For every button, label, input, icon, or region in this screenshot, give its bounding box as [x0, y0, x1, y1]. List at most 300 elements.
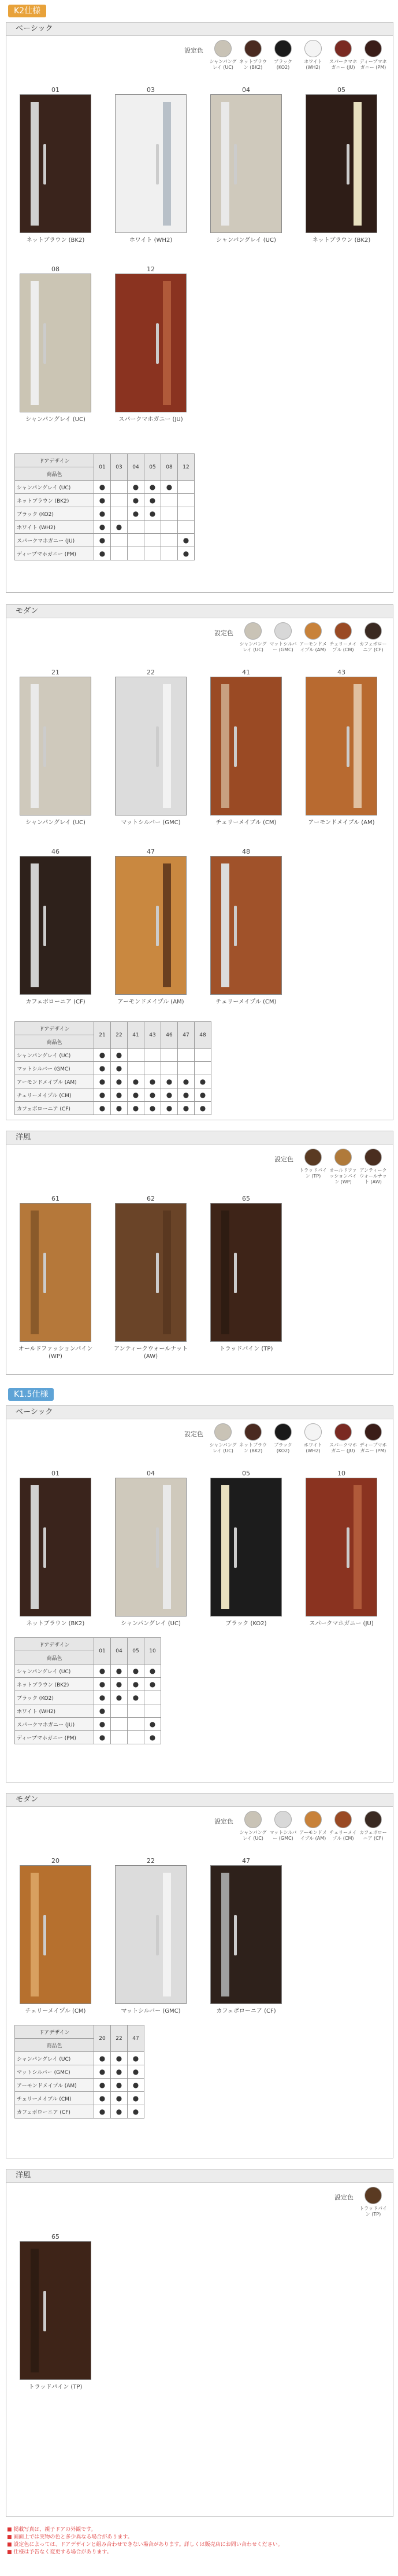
door-item[interactable]	[203, 1195, 289, 1353]
door-glass-strip	[31, 1485, 39, 1609]
matrix-row	[15, 1731, 161, 1744]
availability-mark: ●	[94, 534, 111, 547]
availability-table	[14, 1021, 211, 1115]
swatch-name: トラッドパイン (TP)	[359, 2206, 387, 2217]
design-col: 20	[94, 2025, 111, 2052]
availability-mark: ●	[94, 1731, 111, 1744]
swatch-chip	[274, 40, 292, 57]
swatch-label: 設定色	[334, 2194, 354, 2201]
swatch-name: ホワイト (WH2)	[304, 59, 322, 70]
door-color-name: マットシルバー (GMC)	[121, 2008, 181, 2014]
door-handle	[347, 726, 349, 767]
availability-mark: ●	[94, 1102, 111, 1115]
matrix-row	[15, 2092, 144, 2105]
color-swatch[interactable]	[298, 1149, 328, 1179]
availability-mark: ●	[111, 2065, 128, 2079]
availability-mark: ●	[161, 481, 178, 494]
design-col: 22	[111, 2025, 128, 2052]
availability-mark: ●	[94, 2065, 111, 2079]
design-col: 01	[94, 454, 111, 481]
availability-mark: ●	[111, 1075, 128, 1088]
door-glass-strip	[31, 1873, 39, 1996]
door-glass-strip	[163, 281, 171, 405]
door-glass-strip	[221, 102, 229, 226]
swatch-chip	[244, 622, 262, 640]
availability-mark	[178, 1049, 195, 1062]
door-glass-strip	[31, 2249, 39, 2372]
door-glass-strip	[221, 1211, 229, 1334]
swatch-chip	[334, 1149, 352, 1166]
swatch-name: スパークマホガニー (JU)	[329, 1442, 357, 1453]
availability-mark: ●	[111, 1665, 128, 1678]
availability-table	[14, 453, 195, 560]
swatch-name: アーモンドメイプル (AM)	[299, 1830, 327, 1841]
design-col: 04	[111, 1638, 128, 1665]
swatch-name: カフェボローニア (CF)	[359, 641, 387, 652]
design-col: 47	[178, 1022, 195, 1049]
color-label: ホワイト (WH2)	[15, 521, 94, 534]
availability-mark	[128, 1731, 144, 1744]
color-label: スパークマホガニー (JU)	[15, 1718, 94, 1731]
door-handle	[43, 726, 46, 767]
door-handle	[156, 726, 159, 767]
panel-k15-modern	[6, 1793, 393, 2158]
door-handle	[347, 1527, 349, 1568]
availability-mark	[128, 1062, 144, 1075]
door-item[interactable]	[203, 848, 289, 1006]
swatch-name: チェリーメイプル (CM)	[329, 641, 357, 652]
matrix-row	[15, 1718, 161, 1731]
color-label: ネットブラウン (BK2)	[15, 494, 94, 507]
panel-k2-basic	[6, 22, 393, 593]
matrix-row	[15, 494, 195, 507]
availability-mark	[144, 1062, 161, 1075]
color-swatch[interactable]	[298, 622, 328, 653]
door-image	[115, 274, 187, 412]
door-item[interactable]	[298, 669, 385, 826]
door-color-name: アーモンドメイプル (AM)	[308, 820, 375, 826]
availability-mark: ●	[128, 1678, 144, 1691]
panel-title: モダン	[6, 605, 393, 618]
door-item[interactable]	[203, 669, 289, 826]
door-item[interactable]	[107, 848, 194, 1006]
door-number: 08	[51, 265, 59, 273]
door-color-name: シャンパングレイ (UC)	[216, 237, 276, 243]
availability-mark: ●	[128, 1088, 144, 1102]
door-item[interactable]	[107, 669, 194, 826]
door-number: 47	[242, 1857, 250, 1865]
door-color-name: チェリーメイプル (CM)	[215, 999, 277, 1005]
color-swatch[interactable]	[208, 1423, 238, 1454]
header-design: ドアデザイン	[15, 1638, 94, 1651]
color-swatch[interactable]	[358, 1811, 388, 1841]
color-swatch[interactable]	[268, 40, 298, 71]
color-swatch[interactable]	[328, 40, 358, 71]
availability-mark	[144, 1049, 161, 1062]
color-label: ネットブラウン (BK2)	[15, 1678, 94, 1691]
availability-mark: ●	[128, 2105, 144, 2119]
availability-mark: ●	[94, 1678, 111, 1691]
door-image	[210, 677, 282, 815]
door-glass-strip	[354, 102, 362, 226]
door-number: 46	[51, 848, 59, 855]
door-item[interactable]	[203, 1857, 289, 2015]
availability-mark: ●	[178, 1088, 195, 1102]
door-image	[210, 1478, 282, 1617]
header-design: ドアデザイン	[15, 454, 94, 467]
note-line: ■ 画面上では実物の色と多少異なる場合があります。	[7, 2534, 133, 2540]
door-handle	[156, 1527, 159, 1568]
availability-mark: ●	[128, 1102, 144, 1115]
matrix-row	[15, 2052, 144, 2065]
color-swatch[interactable]	[328, 622, 358, 653]
availability-mark: ●	[144, 1088, 161, 1102]
door-item[interactable]	[107, 1470, 194, 1627]
door-item[interactable]	[12, 848, 99, 1006]
door-handle	[234, 144, 237, 184]
door-handle	[156, 906, 159, 946]
swatch-chip	[274, 1811, 292, 1828]
door-handle	[43, 2291, 46, 2331]
swatch-chip	[364, 1149, 382, 1166]
door-item[interactable]	[12, 86, 99, 244]
door-item[interactable]	[203, 1470, 289, 1627]
availability-mark: ●	[94, 547, 111, 560]
door-item[interactable]	[107, 86, 194, 244]
availability-mark	[128, 521, 144, 534]
availability-mark: ●	[94, 1075, 111, 1088]
swatch-chip	[364, 1423, 382, 1441]
availability-mark	[144, 1704, 161, 1718]
color-swatch[interactable]	[358, 1149, 388, 1185]
door-number: 03	[147, 86, 155, 94]
color-swatch[interactable]	[358, 1423, 388, 1454]
matrix-row	[15, 1062, 211, 1075]
door-number: 10	[337, 1470, 345, 1477]
swatch-name: ディープマホガニー (PM)	[359, 59, 387, 70]
door-handle	[156, 323, 159, 364]
door-color-name: ブラック (KO2)	[225, 1621, 267, 1627]
door-glass-strip	[221, 684, 229, 808]
door-glass-strip	[354, 1485, 362, 1609]
availability-mark: ●	[94, 1665, 111, 1678]
availability-mark: ●	[128, 2092, 144, 2105]
matrix-row	[15, 1102, 211, 1115]
availability-mark: ●	[94, 1049, 111, 1062]
color-swatch[interactable]	[358, 40, 388, 71]
availability-mark	[128, 1718, 144, 1731]
door-item[interactable]	[12, 2233, 99, 2391]
swatch-chip	[214, 1423, 232, 1441]
availability-mark	[161, 1062, 178, 1075]
availability-mark	[128, 1049, 144, 1062]
availability-mark: ●	[144, 1075, 161, 1088]
swatch-row	[184, 1423, 388, 1454]
matrix-row	[15, 1704, 161, 1718]
color-label: チェリーメイプル (CM)	[15, 1088, 94, 1102]
matrix-row	[15, 1691, 161, 1704]
color-swatch[interactable]	[298, 1811, 328, 1841]
door-item[interactable]	[298, 86, 385, 244]
swatch-label: 設定色	[214, 1818, 233, 1825]
availability-mark	[178, 494, 195, 507]
door-color-name: ネットブラウン (BK2)	[312, 237, 371, 243]
availability-mark: ●	[195, 1102, 211, 1115]
panel-k2-modern	[6, 604, 393, 1120]
availability-mark: ●	[178, 534, 195, 547]
door-glass-strip	[354, 684, 362, 808]
notes	[7, 2526, 391, 2556]
availability-mark: ●	[94, 2052, 111, 2065]
availability-mark	[178, 481, 195, 494]
color-label: ディープマホガニー (PM)	[15, 1731, 94, 1744]
availability-mark	[144, 1691, 161, 1704]
door-number: 43	[337, 669, 345, 676]
color-label: カフェボローニア (CF)	[15, 1102, 94, 1115]
door-color-name: チェリーメイプル (CM)	[25, 2008, 86, 2014]
door-item[interactable]	[12, 1195, 99, 1360]
door-item[interactable]	[107, 1857, 194, 2015]
door-item[interactable]	[12, 1470, 99, 1627]
door-glass-strip	[163, 684, 171, 808]
availability-mark	[161, 1049, 178, 1062]
door-item[interactable]	[203, 86, 289, 244]
door-glass-strip	[221, 1485, 229, 1609]
swatch-label: 設定色	[184, 47, 203, 54]
door-image	[115, 677, 187, 815]
spec-tag-k15: K1.5仕様	[8, 1388, 54, 1401]
availability-mark	[178, 521, 195, 534]
design-col: 03	[111, 454, 128, 481]
swatch-name: オールドファッションパイン (WP)	[329, 1168, 357, 1184]
color-swatch[interactable]	[328, 1811, 358, 1841]
color-swatch[interactable]	[208, 40, 238, 71]
door-color-name: マットシルバー (GMC)	[121, 820, 181, 826]
swatch-name: アーモンドメイプル (AM)	[299, 641, 327, 652]
availability-mark: ●	[161, 1075, 178, 1088]
door-color-name: アンティークウォールナット (AW)	[114, 1346, 188, 1360]
availability-mark: ●	[94, 1704, 111, 1718]
availability-mark: ●	[178, 547, 195, 560]
door-color-name: ホワイト (WH2)	[129, 237, 173, 243]
door-image	[115, 1203, 187, 1342]
design-col: 04	[128, 454, 144, 481]
door-image	[20, 1478, 91, 1617]
availability-mark	[195, 1062, 211, 1075]
availability-mark	[111, 507, 128, 521]
color-swatch[interactable]	[358, 622, 388, 653]
design-col: 05	[144, 454, 161, 481]
door-handle	[234, 1253, 237, 1293]
availability-mark: ●	[144, 1731, 161, 1744]
design-col: 10	[144, 1638, 161, 1665]
door-handle	[234, 726, 237, 767]
door-color-name: チェリーメイプル (CM)	[215, 820, 277, 826]
design-col: 46	[161, 1022, 178, 1049]
availability-mark: ●	[111, 1049, 128, 1062]
swatch-chip	[364, 40, 382, 57]
door-glass-strip	[31, 863, 39, 987]
door-number: 20	[51, 1857, 59, 1865]
swatch-row	[274, 1149, 388, 1185]
door-glass-strip	[31, 102, 39, 226]
design-col: 41	[128, 1022, 144, 1049]
color-swatch[interactable]	[298, 40, 328, 71]
door-handle	[43, 906, 46, 946]
door-image	[20, 1203, 91, 1342]
availability-mark: ●	[111, 1691, 128, 1704]
color-swatch[interactable]	[238, 622, 268, 653]
availability-mark: ●	[195, 1088, 211, 1102]
availability-mark	[161, 521, 178, 534]
availability-table	[14, 1637, 161, 1744]
note-line: ■ 掲載写真は、親子ドアの外観です。	[7, 2527, 96, 2533]
availability-mark: ●	[111, 2052, 128, 2065]
spec-tag-k2: K2仕様	[8, 5, 46, 17]
availability-mark: ●	[111, 1088, 128, 1102]
swatch-chip	[334, 1423, 352, 1441]
door-item[interactable]	[298, 1470, 385, 1627]
swatch-chip	[214, 40, 232, 57]
availability-mark	[161, 507, 178, 521]
availability-mark: ●	[128, 1691, 144, 1704]
matrix-header-row	[15, 1022, 211, 1035]
swatch-chip	[364, 622, 382, 640]
color-swatch[interactable]	[238, 40, 268, 71]
swatch-chip	[334, 622, 352, 640]
design-col: 08	[161, 454, 178, 481]
swatch-chip	[244, 1811, 262, 1828]
door-image	[210, 1865, 282, 2004]
color-label: マットシルバー (GMC)	[15, 1062, 94, 1075]
swatch-chip	[334, 40, 352, 57]
note-line: ■ 仕様は予告なく変更する場合があります。	[7, 2549, 112, 2555]
availability-mark: ●	[161, 1102, 178, 1115]
design-col: 22	[111, 1022, 128, 1049]
availability-mark	[111, 1731, 128, 1744]
color-swatch[interactable]	[268, 1811, 298, 1841]
door-item[interactable]	[12, 669, 99, 826]
color-label: シャンパングレイ (UC)	[15, 1665, 94, 1678]
door-color-name: シャンパングレイ (UC)	[25, 820, 85, 826]
design-col: 21	[94, 1022, 111, 1049]
color-swatch[interactable]	[238, 1811, 268, 1841]
color-label: チェリーメイプル (CM)	[15, 2092, 94, 2105]
color-label: シャンパングレイ (UC)	[15, 1049, 94, 1062]
availability-mark: ●	[94, 1718, 111, 1731]
matrix-row	[15, 2105, 144, 2119]
door-number: 48	[242, 848, 250, 855]
color-label: ブラック (KO2)	[15, 1691, 94, 1704]
door-glass-strip	[163, 102, 171, 226]
door-item[interactable]	[12, 265, 99, 423]
door-glass-strip	[31, 281, 39, 405]
matrix-row	[15, 534, 195, 547]
color-swatch[interactable]	[328, 1423, 358, 1454]
swatch-name: スパークマホガニー (JU)	[329, 59, 357, 70]
swatch-label: 設定色	[184, 1430, 203, 1438]
swatch-label: 設定色	[214, 629, 233, 637]
matrix-row	[15, 2079, 144, 2092]
color-swatch[interactable]	[298, 1423, 328, 1454]
door-handle	[156, 1253, 159, 1293]
door-number: 65	[51, 2233, 59, 2241]
door-number: 61	[51, 1195, 59, 1202]
availability-mark: ●	[128, 2065, 144, 2079]
door-item[interactable]	[107, 265, 194, 423]
swatch-name: マットシルバー (GMC)	[269, 641, 297, 652]
swatch-chip	[244, 40, 262, 57]
availability-mark: ●	[161, 1088, 178, 1102]
design-col: 12	[178, 454, 195, 481]
door-handle	[347, 144, 349, 184]
door-item[interactable]	[12, 1857, 99, 2015]
availability-mark	[144, 521, 161, 534]
door-image	[306, 1478, 377, 1617]
design-col: 05	[128, 1638, 144, 1665]
availability-table	[14, 2025, 144, 2119]
door-image	[20, 2241, 91, 2380]
color-label: アーモンドメイプル (AM)	[15, 1075, 94, 1088]
swatch-chip	[274, 1423, 292, 1441]
availability-mark	[111, 547, 128, 560]
panel-title: モダン	[6, 1793, 393, 1807]
swatch-row	[184, 40, 388, 71]
availability-mark: ●	[94, 1691, 111, 1704]
door-number: 05	[242, 1470, 250, 1477]
availability-mark: ●	[94, 494, 111, 507]
availability-mark	[161, 494, 178, 507]
matrix-row	[15, 547, 195, 560]
swatch-name: ディープマホガニー (PM)	[359, 1442, 387, 1453]
availability-mark: ●	[94, 2092, 111, 2105]
swatch-chip	[334, 1811, 352, 1828]
note-line: ■ 設定色によっては、ドアデザインと組み合わせできない場合があります。詳しくは販売店にお問い合わせください。	[7, 2542, 283, 2548]
door-color-name: アーモンドメイプル (AM)	[117, 999, 184, 1005]
availability-mark: ●	[195, 1075, 211, 1088]
availability-mark: ●	[128, 1075, 144, 1088]
door-color-name: トラッドパイン (TP)	[219, 1346, 273, 1352]
panel-title: ベーシック	[6, 1406, 393, 1419]
color-swatch[interactable]	[238, 1423, 268, 1454]
matrix-row	[15, 1665, 161, 1678]
swatch-name: アンティークウォールナット (AW)	[359, 1168, 387, 1184]
color-swatch[interactable]	[268, 1423, 298, 1454]
door-number: 62	[147, 1195, 155, 1202]
swatch-name: ネットブラウン (BK2)	[239, 59, 267, 70]
availability-mark	[111, 1704, 128, 1718]
color-swatch[interactable]	[328, 1149, 358, 1185]
door-handle	[43, 1527, 46, 1568]
door-handle	[43, 1253, 46, 1293]
door-number: 22	[147, 669, 155, 676]
color-swatch[interactable]	[358, 2187, 388, 2217]
availability-mark	[178, 507, 195, 521]
color-swatch[interactable]	[268, 622, 298, 653]
door-image	[306, 677, 377, 815]
door-color-name: トラッドパイン (TP)	[28, 2384, 83, 2390]
swatch-name: ホワイト (WH2)	[304, 1442, 322, 1453]
door-glass-strip	[221, 863, 229, 987]
availability-mark	[111, 1718, 128, 1731]
availability-mark: ●	[178, 1102, 195, 1115]
door-color-name: シャンパングレイ (UC)	[25, 416, 85, 423]
color-label: シャンパングレイ (UC)	[15, 481, 94, 494]
design-col: 48	[195, 1022, 211, 1049]
door-item[interactable]	[107, 1195, 194, 1360]
door-number: 04	[242, 86, 250, 94]
availability-mark	[144, 534, 161, 547]
